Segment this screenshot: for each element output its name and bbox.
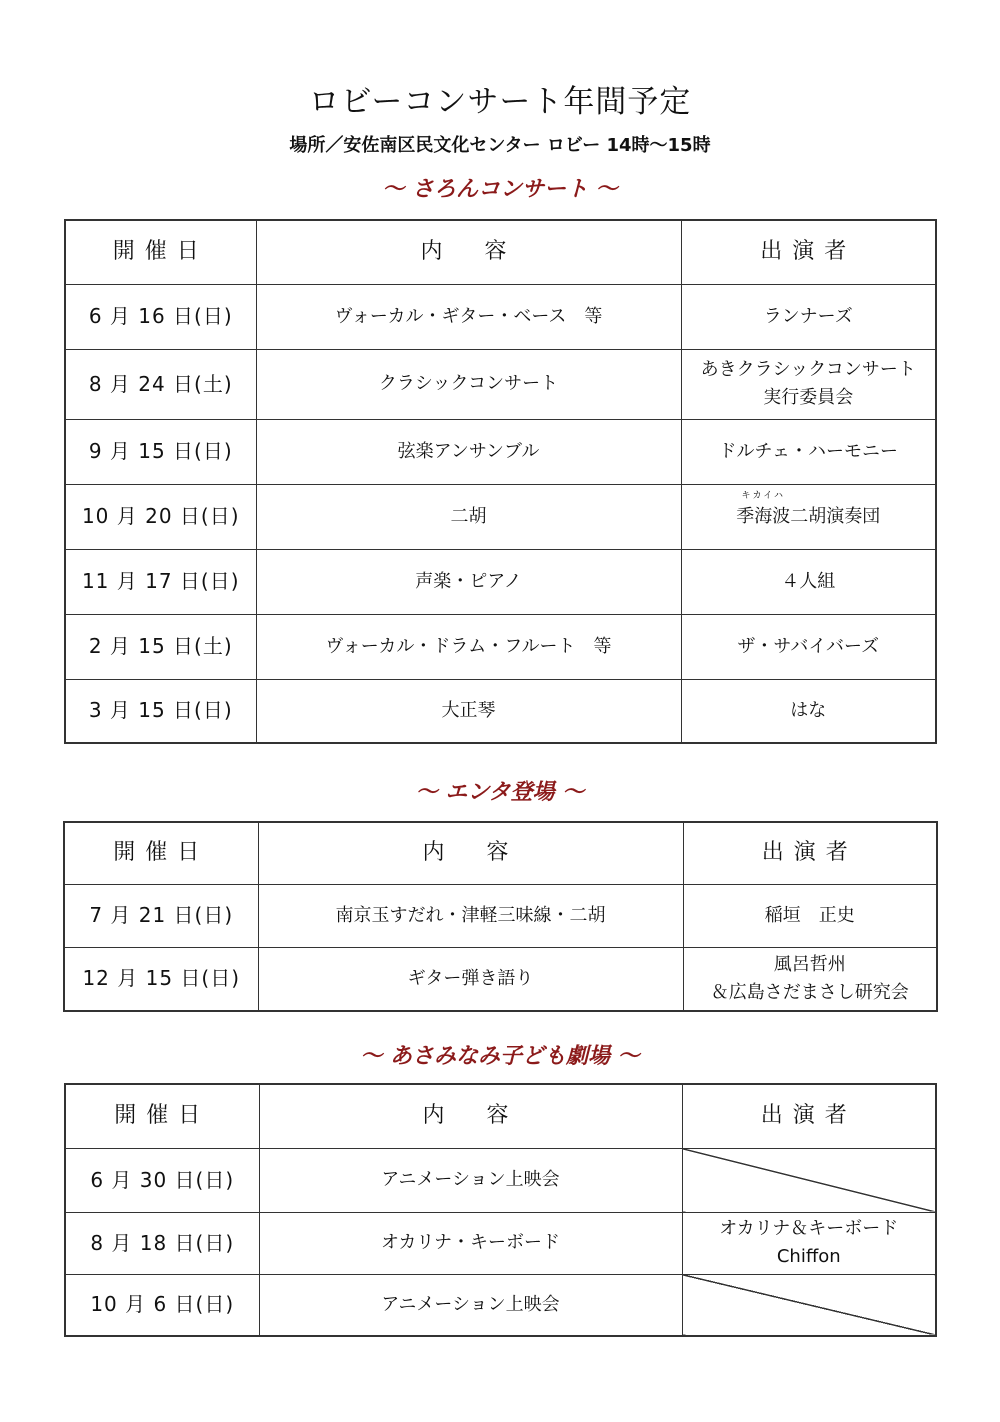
ruby-base-text: 季海波	[736, 505, 791, 527]
kodomo-gekijo-table	[64, 1083, 937, 1337]
table-row	[65, 1274, 936, 1336]
date-cell: 3 月 15 日(日)	[65, 679, 256, 743]
date-cell: 6 月 30 日(日)	[65, 1148, 259, 1212]
performer-line: ドルチェ・ハーモニー	[718, 440, 898, 462]
date-cell: 10 月 20 日(日)	[65, 484, 256, 549]
date-cell: 6 月 16 日(日)	[65, 284, 256, 349]
performer-cell	[681, 679, 936, 743]
header-content: 内 容	[259, 1084, 682, 1148]
section-heading-salon-concert: ～ さろんコンサート ～	[382, 177, 618, 202]
table-row	[64, 884, 937, 947]
table-row	[65, 614, 936, 679]
performer-line: ランナーズ	[763, 305, 853, 327]
date-cell: 7 月 21 日(日)	[64, 884, 258, 947]
table-row	[65, 549, 936, 614]
performer-ruby-base	[736, 490, 791, 531]
performer-cell	[681, 484, 936, 549]
table-header-row	[64, 822, 937, 884]
date-cell: 10 月 6 日(日)	[65, 1274, 259, 1336]
header-performer: 出演者	[681, 220, 936, 284]
section-heading-enta: ～ エンタ登場 ～	[415, 780, 585, 805]
table-row	[65, 1212, 936, 1274]
table-row	[65, 284, 936, 349]
table-row	[64, 947, 937, 1011]
content-cell: 二胡	[256, 484, 681, 549]
content-cell: ギター弾き語り	[258, 947, 683, 1011]
content-cell: ヴォーカル・ギター・ベース 等	[256, 284, 681, 349]
table-header-row	[65, 1084, 936, 1148]
performer-line: ４人組	[781, 570, 836, 592]
enta-table	[63, 821, 938, 1012]
venue-time-subtitle: 場所／安佐南区民文化センター ロビー 14時～15時	[289, 135, 711, 156]
performer-line: 風呂哲州	[773, 953, 846, 975]
header-date: 開催日	[64, 822, 258, 884]
date-cell: 11 月 17 日(日)	[65, 549, 256, 614]
content-cell: アニメーション上映会	[259, 1148, 682, 1212]
header-date: 開催日	[65, 1084, 259, 1148]
content-cell: ヴォーカル・ドラム・フルート 等	[256, 614, 681, 679]
header-content: 内 容	[256, 220, 681, 284]
performer-line: オカリナ＆キーボード	[719, 1218, 899, 1240]
performer-rest: 二胡演奏団	[790, 505, 881, 527]
date-cell: 8 月 24 日(土)	[65, 349, 256, 419]
page-title: ロビーコンサート年間予定	[308, 84, 692, 120]
table-row	[65, 419, 936, 484]
performer-cell	[681, 349, 936, 419]
content-cell: 大正琴	[256, 679, 681, 743]
content-cell: アニメーション上映会	[259, 1274, 682, 1336]
content-cell: 南京玉すだれ・津軽三味線・二胡	[258, 884, 683, 947]
performer-line: 実行委員会	[763, 387, 854, 408]
section-heading-kodomo-gekijo: ～ あさみなみ子ども劇場 ～	[360, 1044, 640, 1069]
salon-concert-table	[64, 219, 937, 744]
header-performer: 出演者	[682, 1084, 936, 1148]
header-date: 開催日	[65, 220, 256, 284]
performer-cell	[683, 884, 937, 947]
table-header-row	[65, 220, 936, 284]
date-cell: 12 月 15 日(日)	[64, 947, 258, 1011]
table-row	[65, 349, 936, 419]
header-performer: 出演者	[683, 822, 937, 884]
content-cell: 声楽・ピアノ	[256, 549, 681, 614]
content-cell: クラシックコンサート	[256, 349, 681, 419]
performer-cell-empty-slash	[682, 1274, 936, 1336]
performer-cell	[681, 549, 936, 614]
ruby-reading: キカイハ	[741, 490, 786, 501]
performer-cell	[681, 284, 936, 349]
content-cell: オカリナ・キーボード	[259, 1212, 682, 1274]
performer-cell	[681, 614, 936, 679]
content-cell: 弦楽アンサンブル	[256, 419, 681, 484]
performer-cell	[682, 1212, 936, 1274]
header-content: 内 容	[258, 822, 683, 884]
performer-line: ＆広島さだまさし研究会	[710, 981, 909, 1003]
performer-cell-empty-slash	[682, 1148, 936, 1212]
table-row	[65, 679, 936, 743]
performer-line: あきクラシックコンサート	[700, 359, 916, 381]
performer-line: はな	[790, 699, 827, 721]
table-row	[65, 484, 936, 549]
performer-cell	[681, 419, 936, 484]
date-cell: 9 月 15 日(日)	[65, 419, 256, 484]
date-cell: 8 月 18 日(日)	[65, 1212, 259, 1274]
performer-cell	[683, 947, 937, 1011]
performer-line: ザ・サバイバーズ	[737, 635, 880, 657]
performer-line: 稲垣 正史	[764, 904, 855, 926]
table-row	[65, 1148, 936, 1212]
performer-line: Chiffon	[776, 1246, 841, 1267]
date-cell: 2 月 15 日(土)	[65, 614, 256, 679]
